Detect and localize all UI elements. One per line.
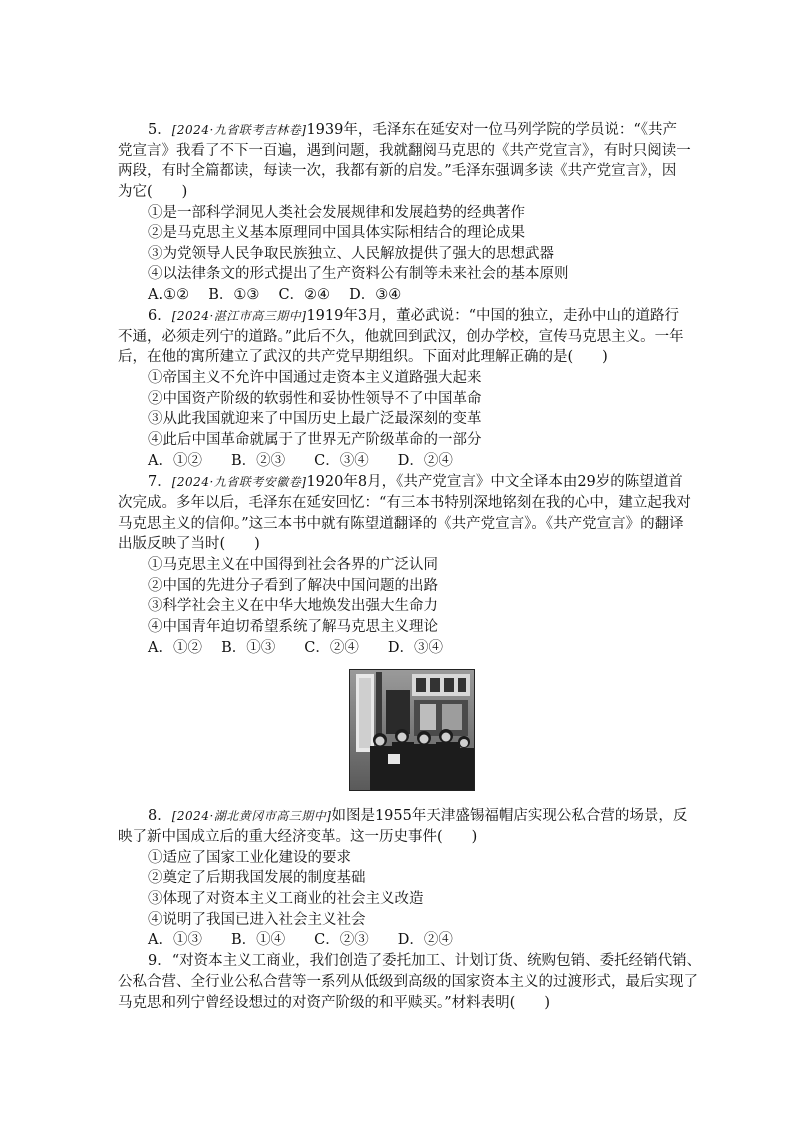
q5-line-2: 党宣言》我看了不下一百遍，遇到问题，我就翻阅马克思的《共产党宣言》，有时只阅读一 — [118, 143, 691, 159]
photo-illustration — [350, 670, 474, 790]
q8-text-1: 如图是1955年天津盛锡福帽店实现公私合营的场景，反 — [331, 808, 688, 824]
q7-number: 7． — [148, 474, 172, 490]
historical-photo — [349, 669, 475, 791]
q8-line-2: 映了新中国成立后的重大经济变革。这一历史事件( ) — [118, 829, 478, 845]
q6-option-1: ①帝国主义不允许中国通过走资本主义道路强大起来 — [148, 370, 482, 386]
q7-option-4: ④中国青年迫切希望系统了解马克思主义理论 — [148, 619, 438, 635]
q8-number: 8． — [148, 808, 172, 824]
q7-line-3: 马克思主义的信仰。”这三本书中就有陈望道翻译的《共产党宣言》。《共产党宣言》的翻译 — [118, 516, 684, 532]
q5-line-3: 两段，有时全篇都读，每读一次，我都有新的启发。”毛泽东强调多读《共产党宣言》，因 — [118, 163, 677, 179]
q7-line-4: 出版反映了当时( ) — [118, 536, 260, 552]
q7-text-1: 1920年8月，《共产党宣言》中文全译本由29岁的陈望道首 — [306, 474, 683, 490]
q6-line-1 — [148, 306, 679, 326]
q8-choices: A．①③ B．①④ C．②③ D．②④ — [148, 932, 453, 948]
q8-source: [2024·湖北黄冈市高三期中] — [171, 809, 332, 823]
q5-option-4: ④以法律条文的形式提出了生产资料公有制等未来社会的基本原则 — [148, 266, 569, 282]
q6-source: [2024·湛江市高三期中] — [171, 309, 307, 323]
q9-line-3: 马克思和列宁曾经设想过的对资产阶级的和平赎买。”材料表明( ) — [118, 995, 550, 1011]
q7-choices: A．①② B．①③ C．②④ D．③④ — [148, 640, 443, 656]
q5-option-1: ①是一部科学洞见人类社会发展规律和发展趋势的经典著作 — [148, 205, 525, 221]
q6-option-2: ②中国资产阶级的软弱性和妥协性领导不了中国革命 — [148, 391, 482, 407]
q5-source: [2024·九省联考吉林卷] — [171, 123, 307, 137]
q5-number: 5． — [148, 122, 172, 138]
q6-line-3: 后，在他的寓所建立了武汉的共产党早期组织。下面对此理解正确的是( ) — [118, 349, 608, 365]
q6-text-1: 1919年3月，董必武说：“中国的独立，走孙中山的道路行 — [306, 308, 679, 324]
q6-option-4: ④此后中国革命就属于了世界无产阶级革命的一部分 — [148, 432, 482, 448]
q7-option-1: ①马克思主义在中国得到社会各界的广泛认同 — [148, 557, 438, 573]
q7-source: [2024·九省联考安徽卷] — [171, 475, 307, 489]
q8-option-4: ④说明了我国已进入社会主义社会 — [148, 912, 366, 928]
q5-choices: A.①② B．①③ C．②④ D．③④ — [148, 287, 402, 303]
q5-line-1 — [148, 120, 677, 140]
q5-option-2: ②是马克思主义基本原理同中国具体实际相结合的理论成果 — [148, 225, 525, 241]
q5-text-1: 1939年，毛泽东在延安对一位马列学院的学员说：“《共产 — [306, 122, 678, 138]
q6-option-3: ③从此我国就迎来了中国历史上最广泛最深刻的变革 — [148, 411, 482, 427]
q8-option-1: ①适应了国家工业化建设的要求 — [148, 850, 351, 866]
q7-option-2: ②中国的先进分子看到了解决中国问题的出路 — [148, 578, 438, 594]
q8-option-2: ②奠定了后期我国发展的制度基础 — [148, 870, 366, 886]
q7-option-3: ③科学社会主义在中华大地焕发出强大生命力 — [148, 598, 438, 614]
q5-line-4: 为它( ) — [118, 184, 188, 200]
q5-option-3: ③为党领导人民争取民族独立、人民解放提供了强大的思想武器 — [148, 246, 554, 262]
q9-line-1: 9．“对资本主义工商业，我们创造了委托加工、计划订货、统购包销、委托经销代销、 — [148, 953, 702, 969]
q6-choices: A．①② B．②③ C．③④ D．②④ — [148, 453, 453, 469]
q7-line-1 — [148, 472, 683, 492]
q8-option-3: ③体现了对资本主义工商业的社会主义改造 — [148, 891, 424, 907]
q6-line-2: 不通，必须走列宁的道路。”此后不久，他就回到武汉，创办学校，宣传马克思主义。一年 — [118, 329, 684, 345]
q9-line-2: 公私合营、全行业公私合营等一系列从低级到高级的国家资本主义的过渡形式，最后实现了 — [118, 974, 698, 990]
q6-number: 6． — [148, 308, 172, 324]
q8-line-1 — [148, 806, 687, 826]
q7-line-2: 次完成。多年以后，毛泽东在延安回忆：“有三本书特别深地铭刻在我的心中，建立起我对 — [118, 495, 691, 511]
